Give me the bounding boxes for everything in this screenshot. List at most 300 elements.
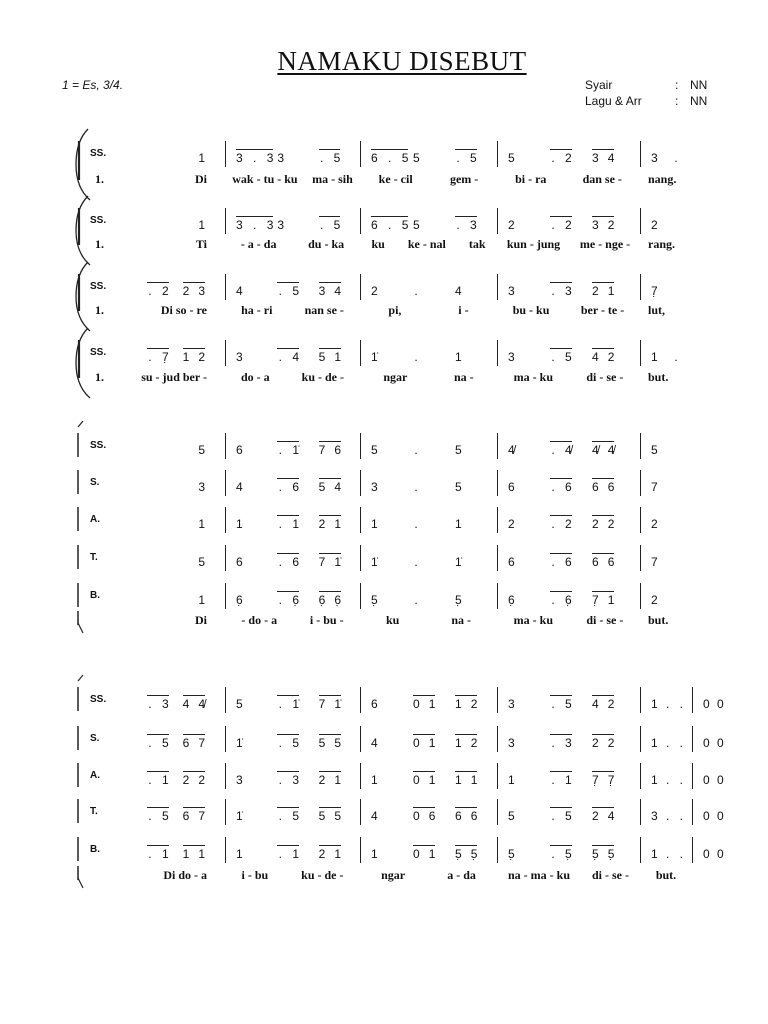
note: . <box>551 517 555 531</box>
note: 2 <box>198 773 205 787</box>
note: . <box>551 697 555 711</box>
beat <box>198 443 205 457</box>
note: 2 <box>565 151 572 165</box>
beat <box>550 771 592 787</box>
lyric-syllables: gem - <box>449 172 479 186</box>
measure <box>640 470 740 496</box>
lyric-measure <box>140 303 225 318</box>
measure <box>360 470 497 496</box>
measure <box>640 433 740 459</box>
note: 4̸ <box>565 443 572 457</box>
measure <box>640 141 740 167</box>
beamed-notes <box>592 478 614 494</box>
note: 1 <box>508 773 515 787</box>
beat <box>371 555 413 569</box>
beamed-notes <box>550 348 572 364</box>
note: 6 <box>236 555 243 569</box>
note: 0 <box>717 847 724 861</box>
note: 6 <box>371 218 378 232</box>
note: 4 <box>455 284 462 298</box>
beamed-notes <box>319 478 341 494</box>
note: 4 <box>592 350 599 364</box>
beat <box>665 773 679 787</box>
note: 7̣ <box>161 350 169 364</box>
beat <box>678 773 692 787</box>
staff-label: T. <box>90 806 98 817</box>
note: 5 <box>470 151 477 165</box>
beat <box>508 555 550 569</box>
measure <box>225 726 360 752</box>
note: 1 <box>182 350 190 364</box>
note: . <box>414 517 418 531</box>
beamed-notes <box>592 149 614 165</box>
beat <box>550 695 592 711</box>
measure <box>225 208 360 234</box>
beamed-notes <box>455 734 477 750</box>
note: 2 <box>607 736 615 750</box>
beat <box>183 845 205 861</box>
beat <box>651 151 673 165</box>
staff-b <box>0 589 768 607</box>
note: . <box>551 350 555 364</box>
note: 1 <box>428 773 436 787</box>
note: 5 <box>292 736 300 750</box>
beamed-notes <box>319 149 341 165</box>
beat <box>703 736 717 750</box>
lyric-syllables: ku - de - <box>301 868 344 882</box>
lyric-syllables: but. <box>655 868 677 882</box>
note: 1 <box>607 593 615 607</box>
note: . <box>278 697 282 711</box>
measure <box>140 439 225 457</box>
note: 3 <box>277 151 285 165</box>
note: 1 <box>651 736 658 750</box>
verse-number: 1. <box>95 303 104 317</box>
beat <box>651 847 665 861</box>
note: . <box>148 736 152 750</box>
beat <box>413 218 455 232</box>
beamed-notes <box>592 441 614 457</box>
beat <box>371 736 413 750</box>
lyric-measure <box>640 172 748 187</box>
lyric-syllables: na - ma - ku <box>507 868 570 882</box>
lyric-measure <box>360 868 497 883</box>
beat <box>665 847 679 861</box>
beat <box>592 515 634 531</box>
beat <box>319 282 360 298</box>
measure <box>140 476 225 494</box>
beamed-notes <box>236 149 273 165</box>
beat <box>508 593 550 607</box>
beat <box>717 847 731 861</box>
note: 7 <box>651 480 658 494</box>
beat <box>651 555 673 569</box>
beat <box>703 809 717 823</box>
beamed-notes <box>550 282 572 298</box>
note: 1 <box>455 773 462 787</box>
measure <box>497 545 640 571</box>
note: 4̸ <box>508 443 515 457</box>
staff-ss <box>0 693 768 711</box>
note: 1 <box>292 517 300 531</box>
note: . <box>388 218 392 232</box>
note: 1̇ <box>334 555 342 569</box>
beamed-notes <box>592 807 614 823</box>
beamed-notes <box>550 771 572 787</box>
beat <box>455 517 497 531</box>
note: 7 <box>318 697 326 711</box>
note: 6 <box>182 736 190 750</box>
note: 6 <box>292 480 300 494</box>
beat <box>550 441 592 457</box>
beamed-notes <box>277 734 299 750</box>
system-bracket-icon <box>70 419 94 643</box>
measure <box>497 583 640 609</box>
lyric-syllables: du - ka <box>308 237 345 251</box>
beat <box>413 845 455 861</box>
measure <box>497 433 640 459</box>
note: 4 <box>292 350 300 364</box>
beat <box>673 151 695 165</box>
beat <box>508 350 550 364</box>
beat <box>236 517 277 531</box>
beat <box>277 807 318 823</box>
beat <box>277 441 318 457</box>
staff-s <box>0 476 768 494</box>
lyric-syllables: Di so - re <box>160 303 207 317</box>
note: 7 <box>198 809 205 823</box>
beamed-notes <box>277 515 299 531</box>
note: 2 <box>607 697 615 711</box>
note: 1 <box>236 847 243 861</box>
note: 5 <box>333 218 341 232</box>
note: 1̇ <box>292 697 300 711</box>
lyric-syllables: na - <box>453 370 474 384</box>
note: . <box>551 593 555 607</box>
beat <box>703 697 717 711</box>
note: . <box>414 350 418 364</box>
note: 5 <box>565 350 572 364</box>
beamed-notes <box>550 216 572 232</box>
beat <box>455 284 497 298</box>
lyric-measure <box>640 868 692 883</box>
measure <box>360 274 497 300</box>
lyric-syllables: bu - ku <box>512 303 550 317</box>
beamed-notes <box>147 734 169 750</box>
note: 1 <box>651 847 658 861</box>
beamed-notes <box>550 591 572 607</box>
note: 5 <box>161 809 169 823</box>
lyric-syllables: na - <box>451 613 471 627</box>
beamed-notes <box>147 771 169 787</box>
lyric-measure <box>360 237 497 252</box>
note: 6 <box>334 443 342 457</box>
note: 1 <box>455 350 462 364</box>
measure <box>225 837 360 863</box>
measure <box>497 837 640 863</box>
measure <box>140 843 225 861</box>
measure <box>360 799 497 825</box>
note: 2 <box>198 350 205 364</box>
note: . <box>551 284 555 298</box>
beamed-notes <box>592 734 614 750</box>
lyric-measure <box>225 237 360 252</box>
beat <box>236 216 277 232</box>
note: . <box>551 480 555 494</box>
note: 1 <box>334 773 342 787</box>
beamed-notes <box>183 771 205 787</box>
credit-sep: : <box>675 78 679 92</box>
beamed-notes <box>371 149 408 165</box>
note: 0 <box>703 736 710 750</box>
staff-a <box>0 769 768 787</box>
staff-label: A. <box>90 770 100 781</box>
note: . <box>148 284 152 298</box>
beamed-notes <box>277 441 299 457</box>
note: 2 <box>651 218 658 232</box>
note: . <box>679 736 684 750</box>
note: 2 <box>182 284 190 298</box>
staff-label: S. <box>90 477 100 488</box>
staff-label: SS. <box>90 281 107 292</box>
lyrics-line <box>0 303 768 321</box>
note: 6̣ <box>292 593 300 607</box>
note: 2 <box>470 736 478 750</box>
beamed-notes <box>183 734 205 750</box>
lyric-measure <box>640 303 748 318</box>
note: 5 <box>508 151 515 165</box>
note: 6̣ <box>236 593 243 607</box>
beat <box>651 218 673 232</box>
note: 6 <box>592 555 599 569</box>
beat <box>703 847 717 861</box>
beamed-notes <box>183 807 205 823</box>
beamed-notes <box>319 553 341 569</box>
note: 2 <box>371 284 378 298</box>
beat <box>550 845 592 861</box>
note: 6 <box>470 809 478 823</box>
note: 5̣ <box>565 847 572 861</box>
note: 1 <box>198 151 205 165</box>
measure <box>140 805 225 823</box>
note: 7̣ <box>607 773 615 787</box>
lyric-measure <box>360 370 497 385</box>
measure <box>360 726 497 752</box>
beamed-notes <box>319 807 341 823</box>
beamed-notes <box>550 553 572 569</box>
note: 1 <box>182 847 190 861</box>
beat <box>592 216 634 232</box>
lyric-syllables: a - da <box>447 868 476 882</box>
beat <box>236 847 277 861</box>
measure <box>497 507 640 533</box>
lyric-syllables: i - bu <box>241 868 269 882</box>
note: 3 <box>508 697 515 711</box>
measure <box>640 583 740 609</box>
beat <box>319 515 360 531</box>
beat <box>651 736 665 750</box>
lyric-syllables: nang. <box>648 172 677 186</box>
measure <box>360 433 497 459</box>
measure <box>692 837 740 863</box>
beat <box>198 517 205 531</box>
note: 2 <box>565 517 572 531</box>
note: 5 <box>508 809 515 823</box>
note: 5 <box>318 350 326 364</box>
beamed-notes <box>319 734 341 750</box>
beamed-notes <box>550 734 572 750</box>
lyric-measure <box>497 303 640 318</box>
measure <box>140 346 225 364</box>
measure <box>497 208 640 234</box>
note: 5 <box>198 555 205 569</box>
lyric-syllables: ku <box>385 613 400 627</box>
lyric-measure <box>360 172 497 187</box>
beat <box>147 695 169 711</box>
note: . <box>414 555 418 569</box>
beat <box>592 348 634 364</box>
note: . <box>319 218 324 232</box>
note: 2 <box>318 517 326 531</box>
beat <box>147 771 169 787</box>
beat <box>550 734 592 750</box>
beat <box>651 443 673 457</box>
note: . <box>278 350 282 364</box>
beat <box>277 218 318 232</box>
beamed-notes <box>592 695 614 711</box>
lyric-measure <box>140 613 225 628</box>
note: 1 <box>198 847 205 861</box>
note: 6̣ <box>334 593 342 607</box>
beamed-notes <box>319 282 341 298</box>
beat <box>592 695 634 711</box>
measure <box>225 274 360 300</box>
note: 1 <box>455 736 462 750</box>
beamed-notes <box>277 695 299 711</box>
beat <box>651 593 673 607</box>
note: 5̣ <box>371 593 378 607</box>
note: . <box>679 809 684 823</box>
note: 4 <box>607 151 615 165</box>
note: 1̇ <box>236 809 243 823</box>
note: 3 <box>292 773 300 787</box>
beat <box>371 443 413 457</box>
beat <box>592 807 634 823</box>
note: 5 <box>161 736 169 750</box>
lyric-measure <box>640 613 748 628</box>
beat <box>651 697 665 711</box>
verse-number: 1. <box>95 237 104 251</box>
note: 5̣ <box>455 847 462 861</box>
note: . <box>666 697 670 711</box>
note: 1 <box>236 517 243 531</box>
note: 7̣ <box>651 284 658 298</box>
note: 1 <box>651 773 658 787</box>
note: 4 <box>334 480 342 494</box>
lyric-measure <box>140 370 225 385</box>
measure <box>640 545 740 571</box>
lyric-measure <box>225 370 360 385</box>
note: 1̇ <box>371 555 378 569</box>
note: 3 <box>198 284 205 298</box>
note: 1 <box>470 773 478 787</box>
note: 5̣ <box>470 847 478 861</box>
staff-s <box>0 732 768 750</box>
credit-sep: : <box>675 94 679 108</box>
beamed-notes <box>550 807 572 823</box>
note: 3 <box>592 218 599 232</box>
measure <box>640 274 740 300</box>
measure <box>640 837 692 863</box>
beat <box>147 282 169 298</box>
beat <box>678 809 692 823</box>
beat <box>455 845 497 861</box>
credit-name: NN <box>690 78 708 92</box>
lyric-syllables: nan se - <box>304 303 344 317</box>
note: 1 <box>455 517 462 531</box>
beamed-notes <box>592 348 614 364</box>
beamed-notes <box>277 282 299 298</box>
beat <box>651 480 673 494</box>
measure <box>360 687 497 713</box>
lyric-syllables: di - se - <box>591 868 629 882</box>
beat <box>508 284 550 298</box>
note: 5 <box>565 809 572 823</box>
beat <box>277 734 318 750</box>
beat <box>147 348 169 364</box>
beat <box>371 517 413 531</box>
measure <box>497 687 640 713</box>
note: 3 <box>236 151 243 165</box>
note: 5 <box>413 218 420 232</box>
beat <box>550 807 592 823</box>
beamed-notes <box>455 695 477 711</box>
note: . <box>551 151 555 165</box>
lyric-syllables: bi - ra <box>515 172 547 186</box>
beat <box>236 809 277 823</box>
staff-label: S. <box>90 733 100 744</box>
note: 3 <box>277 218 285 232</box>
note: 1 <box>651 697 658 711</box>
staff-label: SS. <box>90 215 107 226</box>
beamed-notes <box>592 553 614 569</box>
note: 1 <box>334 517 342 531</box>
lyric-syllables: ke - cil <box>378 172 413 186</box>
beat <box>277 282 318 298</box>
staff-label: SS. <box>90 694 107 705</box>
measure <box>225 141 360 167</box>
beat <box>508 697 550 711</box>
lyric-syllables: - a - da <box>240 237 277 251</box>
note: 6 <box>607 480 615 494</box>
note: 2 <box>318 847 326 861</box>
beamed-notes <box>550 695 572 711</box>
lyric-syllables: do - a <box>240 370 270 384</box>
beamed-notes <box>147 845 169 861</box>
note: 3 <box>161 697 169 711</box>
beat <box>550 591 592 607</box>
note: 3 <box>318 284 326 298</box>
beamed-notes <box>183 695 205 711</box>
note: 2 <box>508 218 515 232</box>
beat <box>277 591 318 607</box>
note: . <box>278 736 282 750</box>
lyric-measure <box>640 370 748 385</box>
note: . <box>679 773 684 787</box>
measure <box>692 687 740 713</box>
note: 6 <box>236 443 243 457</box>
beat <box>665 736 679 750</box>
